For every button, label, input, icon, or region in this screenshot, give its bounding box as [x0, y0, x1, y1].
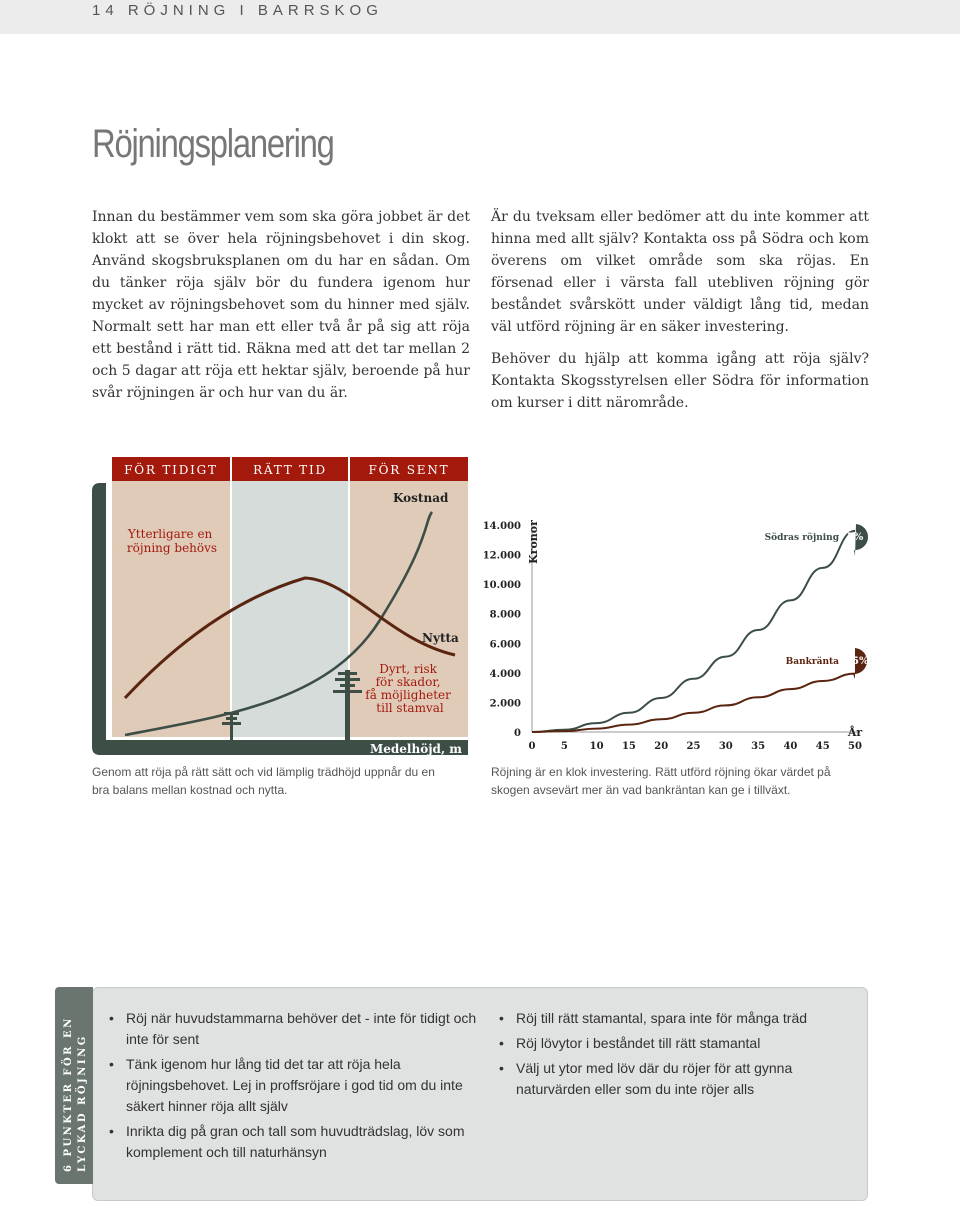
x-tick-label: 35	[751, 741, 766, 752]
tip-item: • Tänk igenom hur lång tid det tar att röja hela röjningsbehovet. Lej in proffsröjare i god tid om du inte säkert hinner röja allt själv	[100, 1054, 482, 1117]
tab-label-early: FÖR TIDIGT	[124, 463, 218, 477]
help-paragraph: Behöver du hjälp att komma igång att röja själv? Kontakta Skogsstyrelsen eller Södra för information om kurser i ditt närområde.	[491, 351, 869, 411]
tips-list-left	[100, 1008, 482, 1167]
label-extra-clearing: Ytterligare en röjning behövs	[126, 527, 218, 555]
x-tick-label: 30	[718, 741, 733, 752]
y-axis-label: Kronor	[527, 520, 540, 564]
chart-series	[532, 531, 855, 732]
y-tick-label: 8.000	[489, 609, 521, 621]
y-tick-label: 12.000	[482, 550, 521, 562]
kostnad-label: Kostnad	[393, 491, 449, 505]
x-axis-label: Medelhöjd, m	[369, 742, 462, 756]
y-tick-label: 4.000	[489, 668, 521, 680]
tip-item: • Röj när huvudstammarna behöver det - inte för tidigt och inte för sent	[100, 1008, 482, 1050]
x-tick-label: 45	[815, 741, 830, 752]
badge-sodra-value: 5%	[846, 532, 864, 543]
x-tick-labels	[529, 741, 862, 752]
intro-paragraph: Innan du bestämmer vem som ska göra jobbet är det klokt att se över hela röjningsbehovet i din skog. Använd skogsbruksplanen om du har en sådan. Om du tänker röja själv bör du fundera igenom hur mycket av röjningsbehovet som du hinner med själv. Normalt sett har man ett eller två år på sig att röja ett bestånd i rätt tid. Räkna med att det tar mellan 2 och 5 dagar att röja ett hektar själv, beroende på hur svår röjningen är och hur van du är.	[92, 209, 470, 401]
contact-paragraph: Är du tveksam eller bedömer att du inte kommer att hinna med allt själv? Kontakta oss på Södra och kom överens om vilket område som ska röjas. En försenad eller i värsta fall utebliven röjning gör beståndet svårskött under väldigt lång tid, medan väl utförd röjning är en säker investering.	[491, 209, 869, 335]
legend-bankranta: Bankränta	[785, 657, 839, 667]
series-line-bankranta	[532, 674, 855, 732]
badge-bankranta-value: 2,5%	[841, 656, 869, 667]
y-tick-label: 10.000	[482, 580, 521, 592]
y-tick-label: 0	[514, 728, 521, 739]
label-expensive-risk: Dyrt, risk för skador, få möjligheter till stamval	[365, 662, 451, 715]
x-tick-label: 40	[783, 741, 798, 752]
legend-sodra: Södras röjning	[764, 533, 839, 543]
tip-item: • Inrikta dig på gran och tall som huvudträdslag, löv som komplement och till naturhänsyn	[100, 1121, 482, 1163]
y-tick-label: 2.000	[489, 698, 521, 710]
tab-label-late: FÖR SENT	[368, 463, 450, 477]
x-tick-label: 20	[654, 741, 669, 752]
nytta-label: Nytta	[422, 631, 459, 645]
diagram-caption: Genom att röja på rätt sätt och vid lämplig trädhöjd uppnår du en bra balans mellan kostnad och nytta.	[92, 765, 435, 797]
x-tick-label: 25	[686, 741, 701, 752]
tips-list-right	[490, 1008, 860, 1104]
x-axis-title: År	[847, 726, 863, 739]
y-tick-label: 6.000	[489, 639, 521, 651]
x-tick-label: 5	[560, 741, 568, 752]
x-tick-label: 10	[589, 741, 604, 752]
tips-side-tab	[55, 987, 93, 1184]
tips-side-label-1: 6 PUNKTER FÖR EN	[63, 1016, 74, 1172]
badge-sodra	[847, 524, 868, 556]
tab-label-right: RÄTT TID	[253, 463, 327, 477]
x-tick-label: 0	[528, 741, 536, 752]
series-line-sodra	[532, 531, 855, 732]
tip-item: • Röj lövytor i beståndet till rätt stamantal	[490, 1033, 860, 1054]
y-tick-label: 14.000	[482, 521, 521, 532]
page-header: 14 RÖJNING I BARRSKOG	[92, 2, 383, 19]
x-tick-label: 15	[621, 741, 636, 752]
tip-item: • Välj ut ytor med löv där du röjer för att gynna naturvärden eller som du inte röjer alls	[490, 1058, 860, 1100]
page-title: Röjningsplanering	[92, 122, 334, 166]
chart-caption: Röjning är en klok investering. Rätt utförd röjning ökar värdet på skogen avsevärt mer än vad bankräntan kan ge i tillväxt.	[491, 765, 831, 797]
x-tick-label: 50	[848, 741, 862, 752]
y-tick-labels	[483, 521, 521, 739]
tip-item: • Röj till rätt stamantal, spara inte för många träd	[490, 1008, 860, 1029]
tips-side-label-2: LYCKAD RÖJNING	[77, 1034, 88, 1172]
